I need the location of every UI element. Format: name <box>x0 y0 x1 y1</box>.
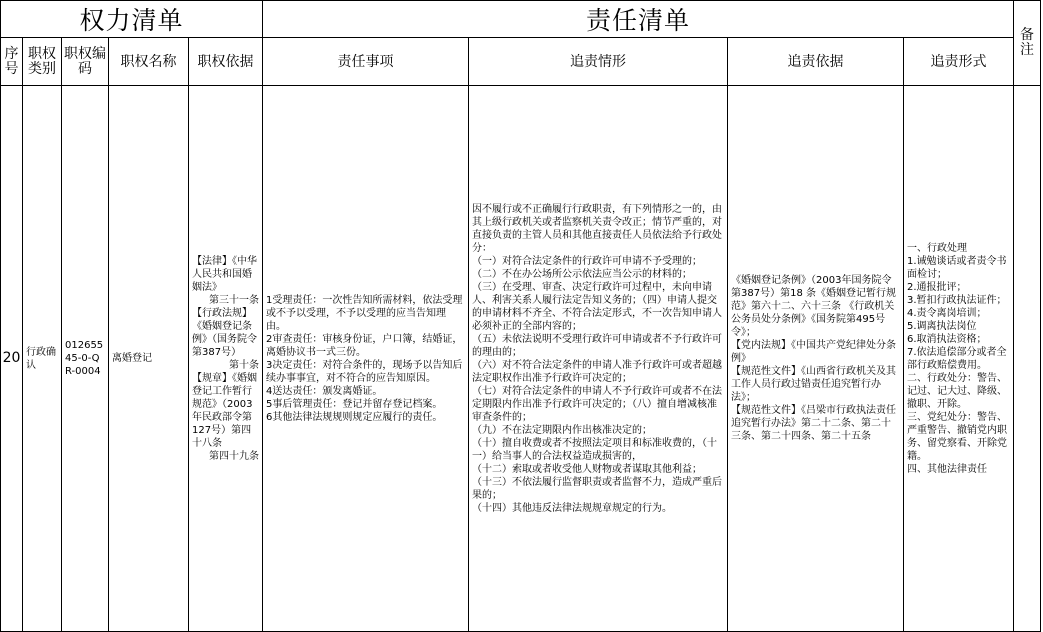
cell-seq: 20 <box>1 86 23 632</box>
accountability-line: 《婚姻登记条例》（2003年国务院令第387号）第18 条《婚姻登记暂行规范》第六十二、六十三条 《行政机关公务员处分条例》《国务院第495号令》； <box>731 275 897 338</box>
table-row <box>1 86 1041 632</box>
basis-line: 【规章】《婚姻登记工作暂行规范》（2003年民政部令第127号）第四十八条 <box>192 372 257 449</box>
form-line: 二、行政处分：警告、记过、记大过、降级、撤职、开除。 <box>907 372 1008 410</box>
cell-circumstances <box>469 86 728 632</box>
col-duties-header: 责任事项 <box>263 38 469 86</box>
remarks-label: 备注 <box>1020 27 1035 58</box>
circumstance-line: （五）未依法说明不受理行政许可申请或者不予行政许可的理由的； <box>472 333 723 358</box>
circumstance-line: 因不履行或不正确履行行政职责，有下列情形之一的，由其上级行政机关或者监察机关责令改正；情节严重的，对直接负责的主管人员和其他直接责任人员依法给予行政处分： <box>472 203 723 254</box>
form-line: 一、行政处理 <box>907 242 968 254</box>
col-basis-header: 职权依据 <box>189 38 263 86</box>
duty-line: 6其他法律法规规则规定应履行的责任。 <box>266 411 443 423</box>
form-line: 6.取消执法资格； <box>907 333 987 345</box>
circumstance-line: （三）在受理、审查、决定行政许可过程中，未向申请人、利害关系人履行法定告知义务的；（四）申请人提交的申请材料不齐全、不符合法定形式，不一次告知申请人必须补正的全部内容的； <box>472 281 723 332</box>
accountability-line: 【规范性文件】《山西省行政机关及其工作人员行政过错责任追究暂行办法》； <box>731 366 897 403</box>
col-circumstances-header: 追责情形 <box>469 38 728 86</box>
accountability-line: 【党内法规】《中国共产党纪律处分条例》 <box>731 340 897 364</box>
cell-category: 行政确认 <box>23 86 62 632</box>
duty-line: 5事后管理责任：登记并留存登记档案。 <box>266 398 443 410</box>
cell-basis <box>189 86 263 632</box>
responsibility-list-header: 责任清单 <box>263 1 1014 38</box>
form-line: 四、其他法律责任 <box>907 463 988 475</box>
duty-line: 3决定责任：对符合条件的，现场予以告知后续办事事宜，对不符合的应告知原因。 <box>266 359 463 384</box>
basis-line: 第四十九条 <box>209 450 260 462</box>
circumstance-line: （十二）索取或者收受他人财物或者谋取其他利益； <box>472 463 703 475</box>
col-forms-header: 追责形式 <box>904 38 1014 86</box>
form-line: 7.依法追偿部分或者全部行政赔偿费用。 <box>907 346 1007 371</box>
basis-line: 第三十一条 <box>209 294 260 306</box>
circumstance-line: （二）不在办公场所公示依法应当公示的材料的； <box>472 268 693 280</box>
circumstance-line: （九）不在法定期限内作出核准决定的； <box>472 424 653 436</box>
basis-line: 【行政法规】《婚姻登记条例》（国务院令第387号） <box>192 307 257 358</box>
form-line: 4.责令离岗培训； <box>907 307 987 319</box>
basis-line: 【法律】《中华人民共和国婚姻法》 <box>192 255 257 293</box>
circumstance-line: （十三）不依法履行监督职责或者监督不力，造成严重后果的； <box>472 476 723 501</box>
cell-remarks <box>1014 86 1041 632</box>
circumstance-line: （十）擅自收费或者不按照法定项目和标准收费的，（十一）给当事人的合法权益造成损害的， <box>472 437 718 462</box>
circumstance-line: （一）对符合法定条件的行政许可申请不予受理的； <box>472 255 703 267</box>
accountability-line: 【规范性文件】《吕梁市行政执法责任追究暂行办法》第二十二条、第二十三条、第二十四条、第二十五条 <box>731 405 897 442</box>
duty-line: 1受理责任：一次性告知所需材料，依法受理或不予以受理，不予以受理的应当告知理由。 <box>266 294 463 332</box>
circumstance-line: （六）对不符合法定条件的申请人准予行政许可或者超越法定职权作出准予行政许可决定的； <box>472 359 723 384</box>
cell-accountability-basis <box>728 86 904 632</box>
basis-line: 第十条 <box>229 359 260 371</box>
duty-line: 4送达责任：颁发离婚证。 <box>266 385 383 397</box>
col-accountability-basis-header: 追责依据 <box>728 38 904 86</box>
form-line: 2.通报批评； <box>907 281 967 293</box>
cell-name: 离婚登记 <box>109 86 189 632</box>
cell-forms <box>904 86 1014 632</box>
form-line: 三、党纪处分：警告、严重警告、撤销党内职务、留党察看、开除党籍。 <box>907 411 1008 462</box>
col-seq-header: 序号 <box>1 38 23 86</box>
col-category-header: 职权类别 <box>23 38 62 86</box>
cell-duties <box>263 86 469 632</box>
cell-code: 01265545-0-QR-0004 <box>62 86 109 632</box>
duty-line: 2审查责任：审核身份证，户口簿，结婚证，离婚协议书一式三份。 <box>266 333 463 358</box>
form-line: 3.暂扣行政执法证件； <box>907 294 1007 306</box>
circumstance-line: （十四）其他违反法律法规规章规定的行为。 <box>472 502 673 514</box>
remarks-header <box>1014 1 1041 86</box>
col-code-header: 职权编码 <box>62 38 109 86</box>
col-name-header: 职权名称 <box>109 38 189 86</box>
power-list-header: 权力清单 <box>1 1 263 38</box>
form-line: 1.诫勉谈话或者责令书面检讨； <box>907 255 1007 280</box>
form-line: 5.调离执法岗位 <box>907 320 977 332</box>
circumstance-line: （七）对符合法定条件的申请人不予行政许可或者不在法定期限内作出准予行政许可决定的；（八）擅自增减核准审查条件的； <box>472 385 723 423</box>
